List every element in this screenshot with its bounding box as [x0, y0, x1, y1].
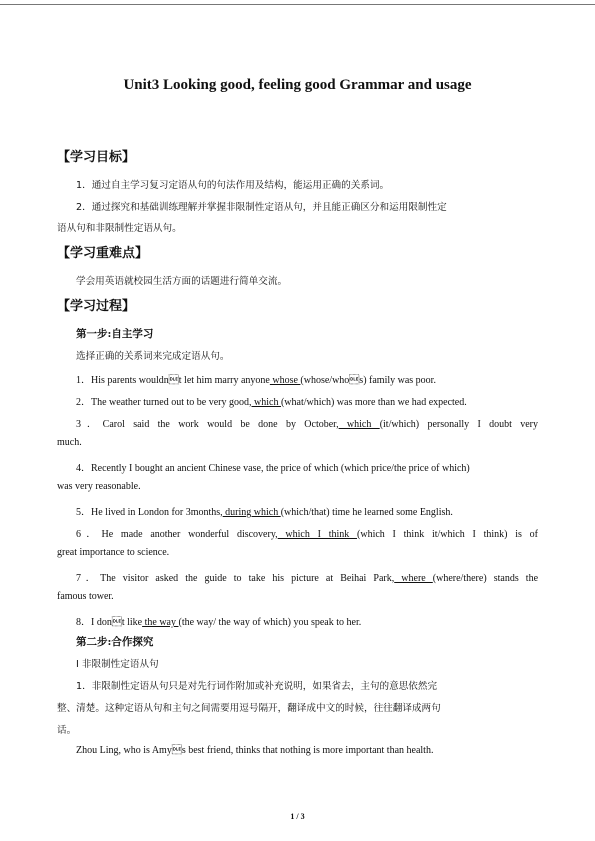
- answer-6: which I think: [277, 529, 358, 540]
- rule-1a: 1．非限制性定语从句只是对先行词作附加或补充说明，如果省去，主句的意思依然完: [76, 681, 438, 692]
- question-1: 1．His parents wouldnt let him marry anyone whose (whose/whos) family was poor.: [76, 375, 436, 386]
- step2-heading: 第二步:合作探究: [76, 636, 154, 648]
- goals-heading: 【学习目标】: [57, 150, 136, 165]
- question-6-cont: great importance to science.: [57, 547, 170, 558]
- goal-item-2a: 2．通过探究和基础训练理解并掌握非限制性定语从句，并且能正确区分和运用限制性定: [76, 202, 447, 213]
- answer-7: where: [394, 573, 433, 584]
- answer-2: which: [251, 397, 281, 408]
- step1-heading: 第一步:自主学习: [76, 328, 154, 340]
- goal-item-1: 1．通过自主学习复习定语从句的句法作用及结构，能运用正确的关系词。: [76, 180, 390, 191]
- question-2: 2．The weather turned out to be very good, which (what/which) was more than we had expected.: [76, 397, 467, 408]
- answer-3: which: [338, 419, 380, 430]
- question-3-cont: much.: [57, 437, 82, 448]
- step1-intro: 选择正确的关系词来完成定语从句。: [76, 351, 230, 362]
- question-4-cont: was very reasonable.: [57, 481, 141, 492]
- key-points-text: 学会用英语就校园生活方面的话题进行简单交流。: [76, 276, 288, 287]
- document-title: Unit3 Looking good, feeling good Grammar and usage: [123, 77, 472, 93]
- answer-5: during which: [222, 507, 281, 518]
- answer-8: the way: [142, 617, 179, 628]
- rule-1b: 整、清楚。这种定语从句和主句之间需要用逗号隔开，翻译成中文的时候，往往翻译成两句: [57, 703, 441, 714]
- process-heading: 【学习过程】: [57, 299, 136, 314]
- question-8: 8．I dont like the way (the way/ the way of which) you speak to her.: [76, 617, 362, 628]
- question-6: 6．He made another wonderful discovery, which I think (which I think it/which I think) is of: [76, 529, 538, 540]
- question-7-cont: famous tower.: [57, 591, 114, 602]
- question-4: 4．Recently I bought an ancient Chinese vase, the price of which (which price/the price of which): [76, 463, 470, 474]
- key-points-heading: 【学习重难点】: [57, 246, 149, 261]
- goal-item-2b: 语从句和非限制性定语从句。: [57, 223, 182, 234]
- page-number: 1 / 3: [290, 812, 305, 821]
- question-5: 5．He lived in London for 3months, during which (which/that) time he learned some English.: [76, 507, 453, 518]
- question-7: 7．The visitor asked the guide to take his picture at Beihai Park, where (where/there) stands the: [76, 573, 539, 584]
- example-sentence: Zhou Ling, who is Amys best friend, thinks that nothing is more important than health.: [76, 745, 434, 756]
- header-rule: [0, 4, 595, 5]
- answer-1: whose: [269, 375, 301, 386]
- question-3: 3．Carol said the work would be done by October, which (it/which) personally I doubt very: [76, 419, 538, 430]
- rule-1c: 话。: [57, 725, 77, 736]
- section-i-heading: I 非限制性定语从句: [76, 659, 159, 670]
